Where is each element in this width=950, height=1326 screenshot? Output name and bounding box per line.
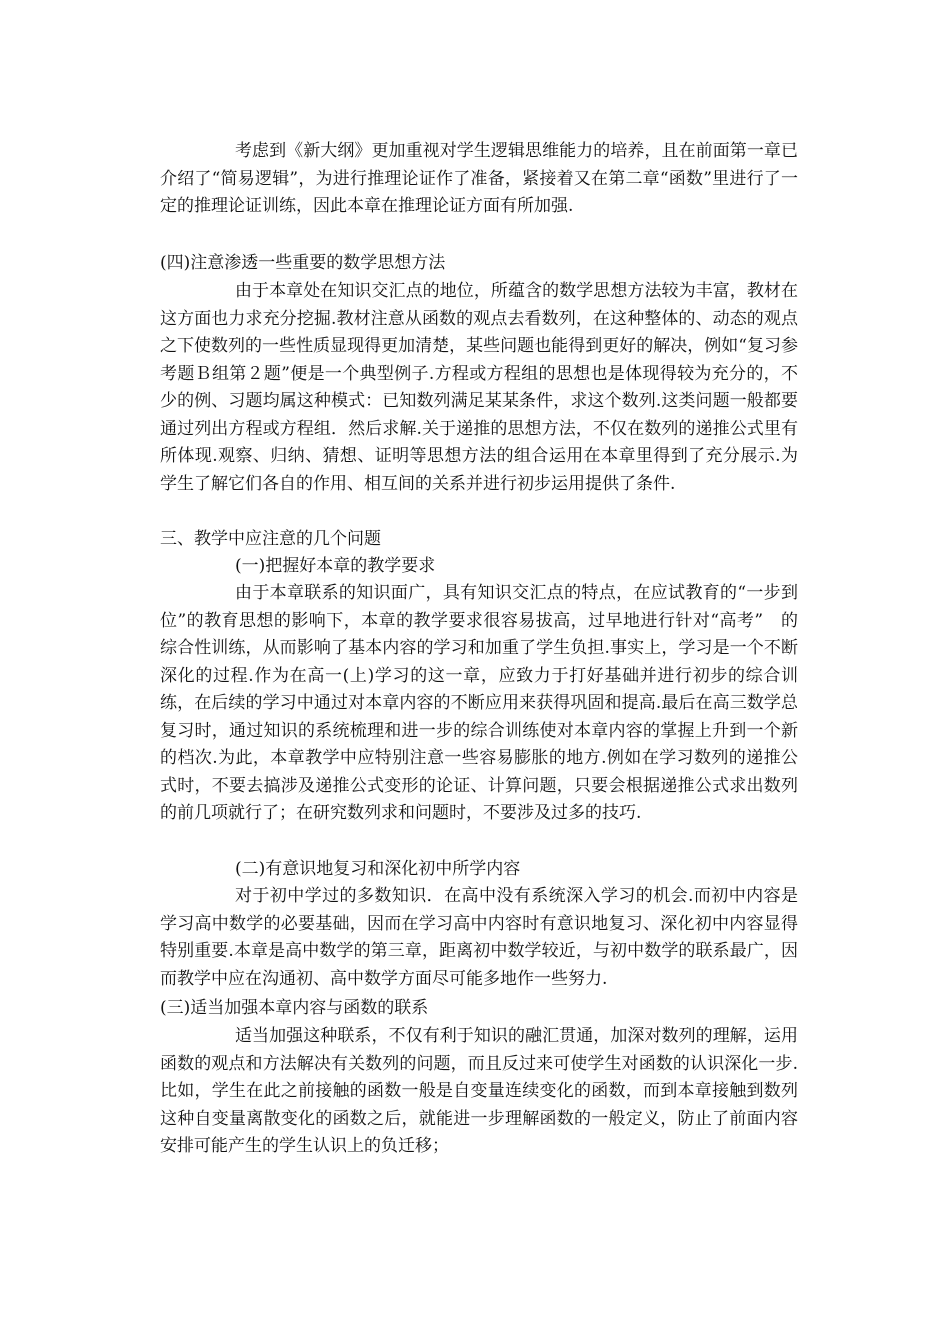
paragraph-review-junior-content: 对于初中学过的多数知识．在高中没有系统深入学习的机会.而初中内容是学习高中数学的必要基础，因而在学习高中内容时有意识地复习、深化初中内容显得特别重要.本章是高中数学的第三章，距离初中数学较近，与初中数学的联系最广，因而教学中应在沟通初、高中数学方面尽可能多地作一些努力. [160,886,798,989]
section-heading-4: (四)注意渗透一些重要的数学思想方法 [160,253,446,273]
subheading-teaching-requirements: (一)把握好本章的教学要求 [235,556,436,576]
paragraph-teaching-requirements: 由于本章联系的知识面广，具有知识交汇点的特点，在应试教育的“一步到位”的教育思想的影响下，本章的教学要求很容易拔高，过早地进行针对“高考” 的综合性训练，从而影响了基本内容的学习和加重了学生负担.事实上，学习是一个不断深化的过程.作为在高一(上)学习的这一章，应致力于打好基础并进行初步的综合训练，在后续的学习中通过对本章内容的不断应用来获得巩固和提高.最后在高三数学总复习时，通过知识的系统梳理和进一步的综合训练使对本章内容的掌握上升到一个新的档次.为此，本章教学中应特别注意一些容易膨胀的地方.例如在学习数列的递推公式时，不要去搞涉及递推公式变形的论证、计算问题，只要会根据递推公式求出数列的前几项就行了；在研究数列求和问题时，不要涉及过多的技巧. [160,583,798,823]
subheading-review-junior-content: (二)有意识地复习和深化初中所学内容 [235,859,521,879]
paragraph-logic-reasoning: 考虑到《新大纲》更加重视对学生逻辑思维能力的培养，且在前面第一章已介绍了“简易逻辑”，为进行推理论证作了准备，紧接着又在第二章“函数”里进行了一定的推理论证训练，因此本章在推理论证方面有所加强. [160,141,798,216]
paragraph-function-connection: 适当加强这种联系，不仅有利于知识的融汇贯通，加深对数列的理解，运用函数的观点和方法解决有关数列的问题，而且反过来可使学生对函数的认识深化一步.比如，学生在此之前接触的函数一般是自变量连续变化的函数，而到本章接触到数列这种自变量离散变化的函数之后，就能进一步理解函数的一般定义，防止了前面内容安排可能产生的学生认识上的负迁移； [160,1026,798,1156]
subheading-function-connection: (三)适当加强本章内容与函数的联系 [160,998,429,1018]
section-heading-3: 三、教学中应注意的几个问题 [160,529,381,549]
paragraph-math-thinking: 由于本章处在知识交汇点的地位，所蕴含的数学思想方法较为丰富，教材在这方面也力求充分挖掘.教材注意从函数的观点去看数列，在这种整体的、动态的观点之下使数列的一些性质显现得更加清楚，某些问题也能得到更好的解决，例如“复习参考题Ｂ组第２题”便是一个典型例子.方程或方程组的思想也是体现得较为充分的，不少的例、习题均属这种模式：已知数列满足某某条件，求这个数列.这类问题一般都要通过列出方程或方程组．然后求解.关于递推的思想方法，不仅在数列的递推公式里有所体现.观察、归纳、猜想、证明等思想方法的组合运用在本章里得到了充分展示.为学生了解它们各自的作用、相互间的关系并进行初步运用提供了条件. [160,281,798,494]
